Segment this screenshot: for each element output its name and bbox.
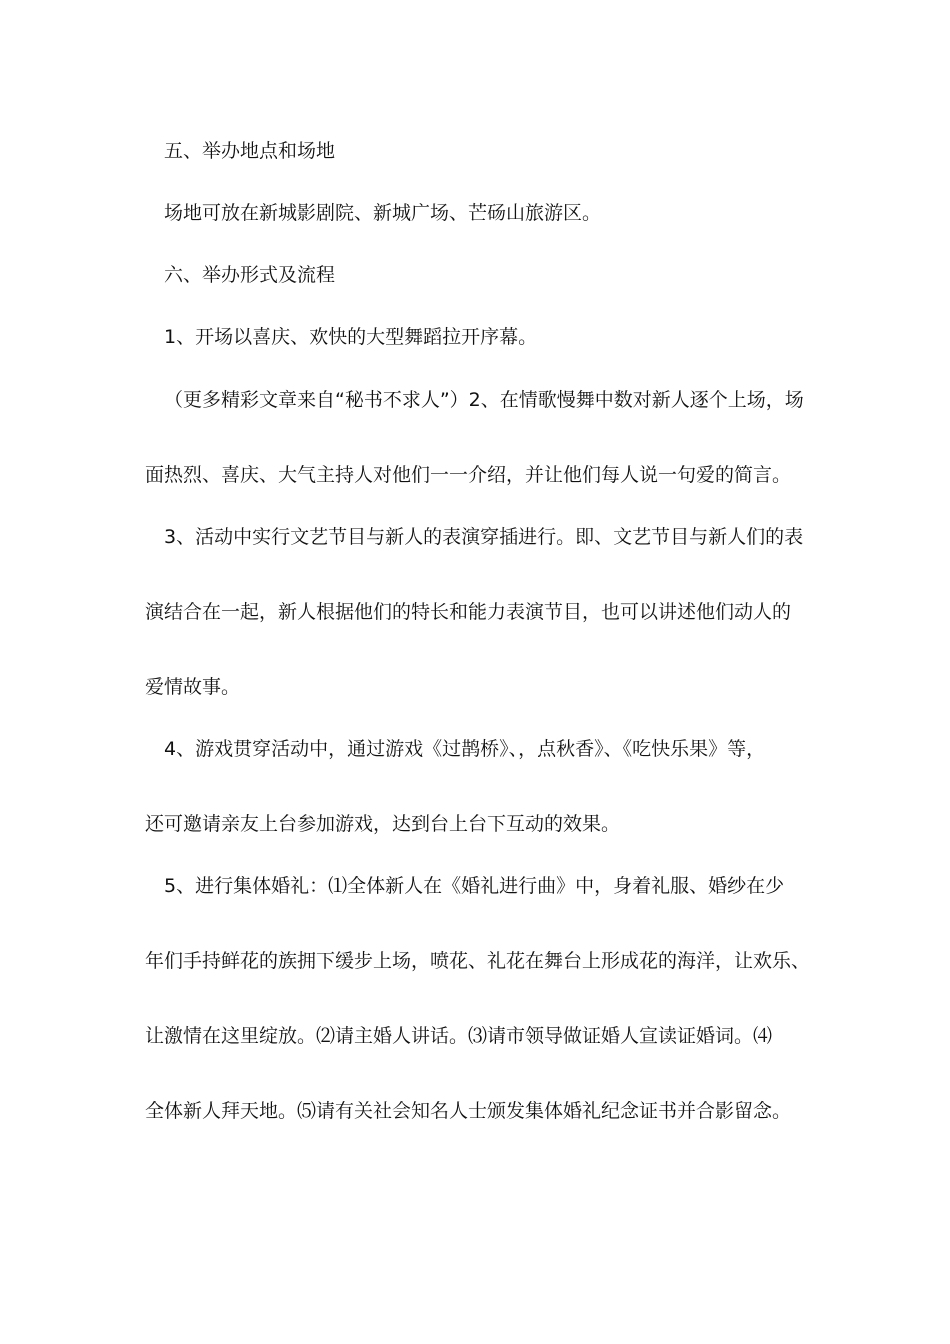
list-item-2-line-2: 面热烈、喜庆、大气主持人对他们一一介绍，并让他们每人说一句爱的简言。 [145, 464, 792, 486]
list-item-2-line-1: （更多精彩文章来自“秘书不求人”）2、在情歌慢舞中数对新人逐个上场，场 [164, 389, 804, 411]
list-item-4-line-1: 4、游戏贯穿活动中，通过游戏《过鹊桥》、，点秋香》、《吃快乐果》等， [164, 738, 766, 760]
list-item-3-line-2: 演结合在一起，新人根据他们的特长和能力表演节目，也可以讲述他们动人的 [145, 601, 792, 623]
list-item-3-line-1: 3、活动中实行文艺节目与新人的表演穿插进行。即、文艺节目与新人们的表 [164, 526, 804, 548]
list-item-4-line-2: 还可邀请亲友上台参加游戏，达到台上台下互动的效果。 [145, 813, 621, 835]
section-heading-venue: 五、举办地点和场地 [164, 140, 336, 162]
list-item-5-line-2: 年们手持鲜花的族拥下缓步上场，喷花、礼花在舞台上形成花的海洋，让欢乐、 [145, 950, 811, 972]
list-item-5-line-4: 全体新人拜天地。⑸请有关社会知名人士颁发集体婚礼纪念证书并合影留念。 [145, 1100, 792, 1122]
section-heading-format: 六、举办形式及流程 [164, 264, 336, 286]
venue-paragraph: 场地可放在新城影剧院、新城广场、芒砀山旅游区。 [164, 202, 602, 224]
list-item-5-line-3: 让激情在这里绽放。⑵请主婚人讲话。⑶请市领导做证婚人宣读证婚词。⑷ [145, 1025, 773, 1047]
list-item-1: 1、开场以喜庆、欢快的大型舞蹈拉开序幕。 [164, 326, 538, 348]
list-item-3-line-3: 爱情故事。 [145, 676, 241, 698]
list-item-5-line-1: 5、进行集体婚礼：⑴全体新人在《婚礼进行曲》中，身着礼服、婚纱在少 [164, 875, 785, 897]
